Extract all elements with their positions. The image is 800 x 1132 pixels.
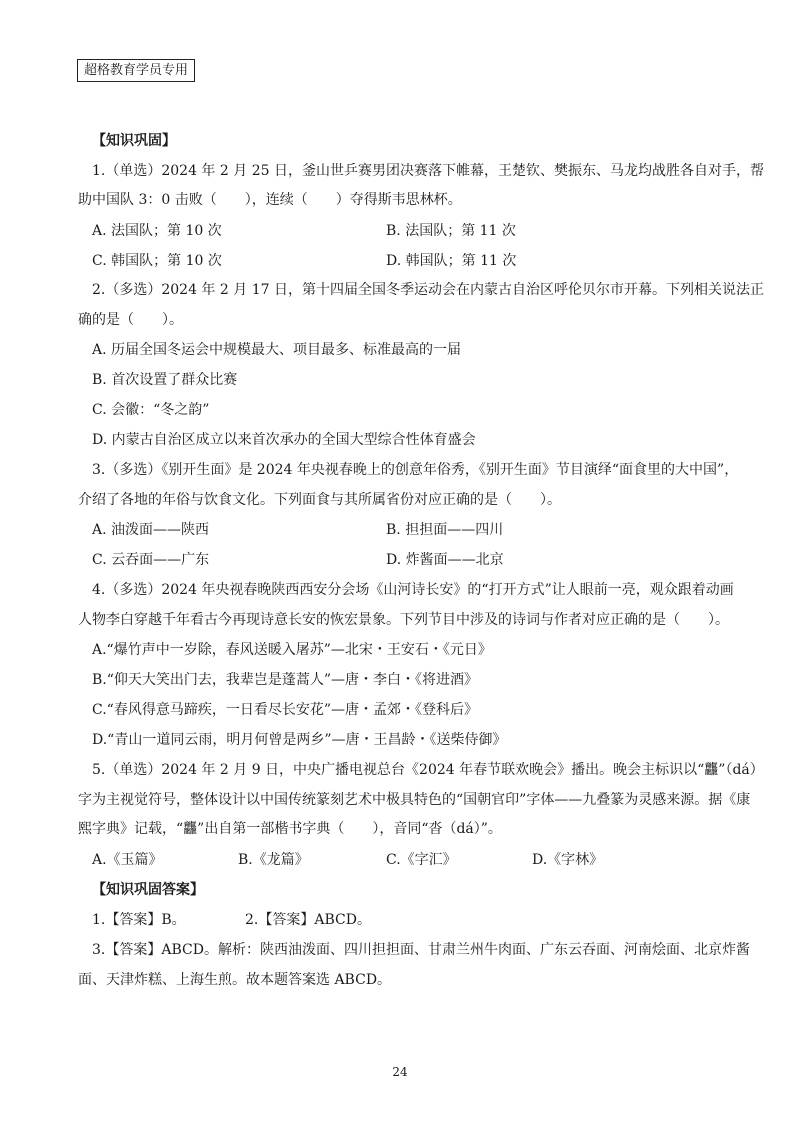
option-a: A. 法国队；第 10 次 [92,223,222,239]
question-text: 字为主视觉符号，整体设计以中国传统篆刻艺术中极具特色的“国朝官印”字体——九叠篆为灵感来源。据《康 [78,792,751,808]
question-text: 3.（多选）《别开生面》是 2024 年央视春晚上的创意年俗秀，《别开生面》节目演绎“面食里的大中国”， [92,462,739,478]
section-title: 【知识巩固】 [92,133,176,149]
answers-title: 【知识巩固答案】 [92,882,204,898]
page-number: 24 [392,1065,408,1079]
question-text: 确的是（ ）。 [78,312,183,328]
option-b: B. 法国队；第 11 次 [386,223,516,239]
question-text: 介绍了各地的年俗与饮食文化。下列面食与其所属省份对应正确的是（ ）。 [78,492,561,508]
option-a: A. 油泼面——陕西 [92,522,210,538]
answer-3-continued: 面、天津炸糕、上海生煎。故本题答案选 ABCD。 [78,972,392,988]
option-b: B.“仰天大笑出门去，我辈岂是蓬蒿人”—唐・李白・《将进酒》 [92,672,479,688]
option-d: D.《字林》 [532,852,604,868]
option-d: D.“青山一道同云雨，明月何曾是两乡”—唐・王昌龄・《送柴侍御》 [92,732,507,748]
option-d: D. 内蒙古自治区成立以来首次承办的全国大型综合性体育盛会 [92,432,476,448]
question-text: 人物李白穿越千年看古今再现诗意长安的恢宏景象。下列节目中涉及的诗词与作者对应正确的是（ ）。 [78,612,729,628]
question-text: 2.（多选）2024 年 2 月 17 日，第十四届全国冬季运动会在内蒙古自治区呼伦贝尔市开幕。下列相关说法正 [92,282,764,298]
option-b: B. 担担面——四川 [386,522,504,538]
option-c: C. 云吞面——广东 [92,552,210,568]
question-text: 助中国队 3：0 击败（ ），连续（ ）夺得斯韦思林杯。 [78,192,462,208]
question-text: 1.（单选）2024 年 2 月 25 日，釜山世乒赛男团决赛落下帷幕，王楚钦、樊振东、马龙均战胜各自对手，帮 [92,163,764,179]
option-b: B. 首次设置了群众比赛 [92,372,238,388]
option-b: B.《龙篇》 [238,852,309,868]
option-a: A.“爆竹声中一岁除，春风送暖入屠苏”—北宋・王安石・《元日》 [92,642,492,658]
option-c: C. 会徽：“冬之韵” [92,402,210,418]
question-text: 熙字典》记载，“龘”出自第一部楷书字典（ ），音同“沓（dá）”。 [78,821,502,837]
header-stamp: 超格教育学员专用 [77,59,195,82]
answer-3: 3.【答案】ABCD。解析：陕西油泼面、四川担担面、甘肃兰州牛肉面、广东云吞面、河南烩面、北京炸酱 [92,942,750,958]
answer-1: 1.【答案】B。 [92,912,186,928]
question-text: 4.（多选）2024 年央视春晚陕西西安分会场《山河诗长安》的“打开方式”让人眼前一亮，观众跟着动画 [92,582,734,598]
option-a: A.《玉篇》 [92,852,163,868]
answer-2: 2.【答案】ABCD。 [245,912,371,928]
option-d: D. 韩国队；第 11 次 [386,253,517,269]
option-d: D. 炸酱面——北京 [386,552,504,568]
question-text: 5.（单选）2024 年 2 月 9 日，中央广播电视总台《2024 年春节联欢晚会》播出。晚会主标识以“龘”（dá） [92,762,764,778]
option-c: C.“春风得意马蹄疾，一日看尽长安花”—唐・孟郊・《登科后》 [92,702,478,718]
option-c: C. 韩国队；第 10 次 [92,253,222,269]
option-c: C.《字汇》 [386,852,457,868]
option-a: A. 历届全国冬运会中规模最大、项目最多、标准最高的一届 [92,342,462,358]
